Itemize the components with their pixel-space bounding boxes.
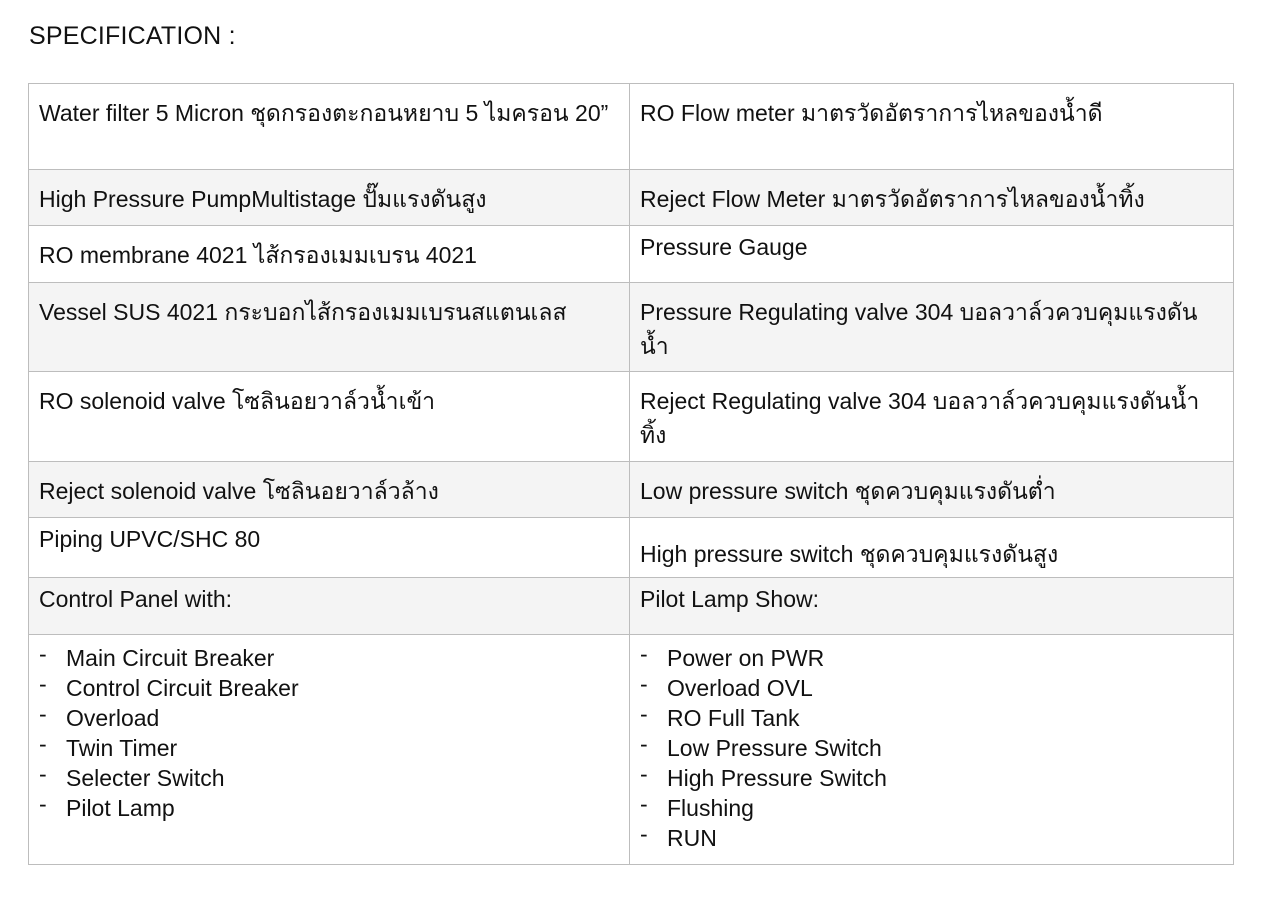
table-row	[29, 170, 1234, 226]
list-item-label: Control Circuit Breaker	[66, 675, 299, 701]
control-panel-list	[39, 643, 619, 823]
dash-bullet: -	[640, 761, 648, 787]
dash-bullet: -	[640, 701, 648, 727]
dash-bullet: -	[640, 821, 648, 847]
dash-bullet: -	[39, 731, 47, 757]
spec-cell-left: High Pressure PumpMultistage ปั๊มแรงดันสูง	[29, 170, 630, 226]
list-item	[640, 763, 1223, 793]
pilot-lamp-list	[640, 643, 1223, 853]
spec-cell-right: Pressure Gauge	[630, 226, 1234, 283]
table-row	[29, 635, 1234, 865]
spec-cell-left: RO membrane 4021 ไส้กรองเมมเบรน 4021	[29, 226, 630, 283]
list-item	[640, 673, 1223, 703]
spec-cell-left: Reject solenoid valve โซลินอยวาล์วล้าง	[29, 462, 630, 518]
page-title: SPECIFICATION :	[29, 22, 236, 50]
list-item	[640, 733, 1223, 763]
dash-bullet: -	[39, 791, 47, 817]
list-item-label: Low Pressure Switch	[667, 735, 882, 761]
table-row	[29, 226, 1234, 283]
dash-bullet: -	[640, 791, 648, 817]
list-item	[39, 703, 619, 733]
dash-bullet: -	[39, 671, 47, 697]
table-row	[29, 372, 1234, 462]
list-item	[640, 823, 1223, 853]
table-row	[29, 578, 1234, 635]
spec-cell-left: RO solenoid valve โซลินอยวาล์วน้ำเข้า	[29, 372, 630, 462]
list-item-label: Overload	[66, 705, 160, 731]
list-item	[39, 643, 619, 673]
list-item-label: High Pressure Switch	[667, 765, 887, 791]
spec-cell-left: Piping UPVC/SHC 80	[29, 518, 630, 578]
list-item-label: Pilot Lamp	[66, 795, 175, 821]
list-item-label: Selecter Switch	[66, 765, 225, 791]
list-item	[39, 793, 619, 823]
dash-bullet: -	[640, 671, 648, 697]
spec-cell-left: Water filter 5 Micron ชุดกรองตะกอนหยาบ 5 ไมครอน 20”	[29, 84, 630, 170]
table-row	[29, 84, 1234, 170]
spec-cell-right: Reject Flow Meter มาตรวัดอัตราการไหลของน้ำทิ้ง	[630, 170, 1234, 226]
list-item-label: Power on PWR	[667, 645, 825, 671]
list-item-label: RO Full Tank	[667, 705, 800, 731]
table-row	[29, 462, 1234, 518]
spec-cell-left: Vessel SUS 4021 กระบอกไส้กรองเมมเบรนสแตนเลส	[29, 283, 630, 372]
spec-cell-right: High pressure switch ชุดควบคุมแรงดันสูง	[630, 518, 1234, 578]
list-item-label: Overload OVL	[667, 675, 813, 701]
specification-table	[28, 83, 1234, 865]
list-item-label: RUN	[667, 825, 717, 851]
spec-cell-right: RO Flow meter มาตรวัดอัตราการไหลของน้ำดี	[630, 84, 1234, 170]
control-panel-cell	[29, 635, 630, 865]
list-item-label: Flushing	[667, 795, 754, 821]
table-row	[29, 518, 1234, 578]
dash-bullet: -	[39, 701, 47, 727]
spec-cell-right: Reject Regulating valve 304 บอลวาล์วควบคุมแรงดันน้ำทิ้ง	[630, 372, 1234, 462]
list-item	[640, 793, 1223, 823]
list-item-label: Twin Timer	[66, 735, 178, 761]
spec-cell-left: Control Panel with:	[29, 578, 630, 635]
dash-bullet: -	[640, 731, 648, 757]
dash-bullet: -	[39, 641, 47, 667]
list-item	[39, 733, 619, 763]
dash-bullet: -	[640, 641, 648, 667]
list-item	[640, 643, 1223, 673]
spec-cell-right: Pressure Regulating valve 304 บอลวาล์วควบคุมแรงดันน้ำ	[630, 283, 1234, 372]
list-item	[640, 703, 1223, 733]
list-item-label: Main Circuit Breaker	[66, 645, 275, 671]
spec-cell-right: Low pressure switch ชุดควบคุมแรงดันต่ำ	[630, 462, 1234, 518]
list-item	[39, 673, 619, 703]
list-item	[39, 763, 619, 793]
table-row	[29, 283, 1234, 372]
dash-bullet: -	[39, 761, 47, 787]
spec-cell-right: Pilot Lamp Show:	[630, 578, 1234, 635]
pilot-lamp-cell	[630, 635, 1234, 865]
